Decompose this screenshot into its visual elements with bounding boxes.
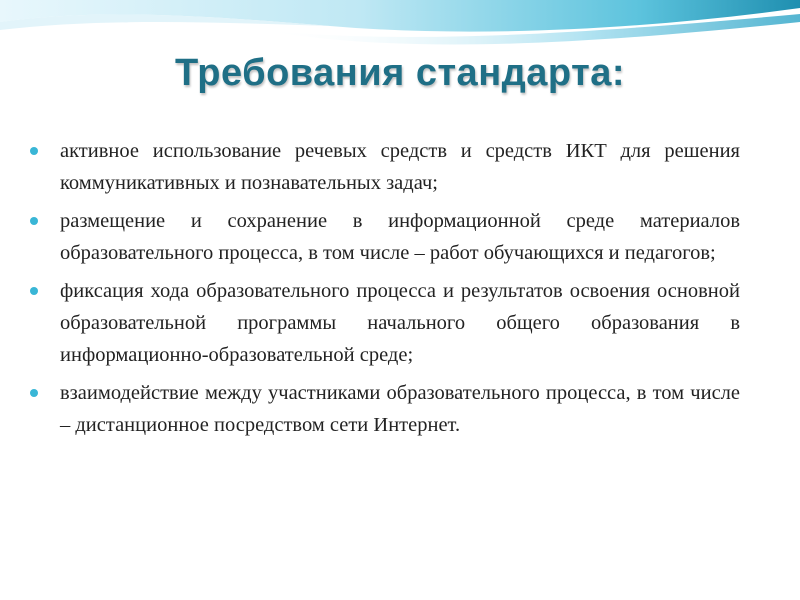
bullet-dot-icon: [30, 147, 38, 155]
slide-title: Требования стандарта:: [174, 52, 626, 94]
bullet-text: фиксация хода образовательного процесса и результатов освоения основной образовательной программы начального общего образования в информационно-образовательной среде;: [60, 280, 740, 366]
bullet-text: взаимодействие между участниками образовательного процесса, в том числе – дистанционное посредством сети Интернет.: [60, 382, 740, 436]
bullet-text: размещение и сохранение в информационной среде материалов образовательного процесса, в том числе – работ обучающихся и педагогов;: [60, 210, 740, 264]
bullet-item: [30, 135, 740, 199]
bullet-dot-icon: [30, 217, 38, 225]
bullet-dot-icon: [30, 389, 38, 397]
bullet-item: [30, 205, 740, 269]
bullet-item: [30, 377, 740, 441]
bullet-text: активное использование речевых средств и средств ИКТ для решения коммуникативных и познавательных задач;: [60, 140, 740, 194]
bullet-item: [30, 275, 740, 371]
bullet-list: [30, 135, 740, 447]
bullet-dot-icon: [30, 287, 38, 295]
